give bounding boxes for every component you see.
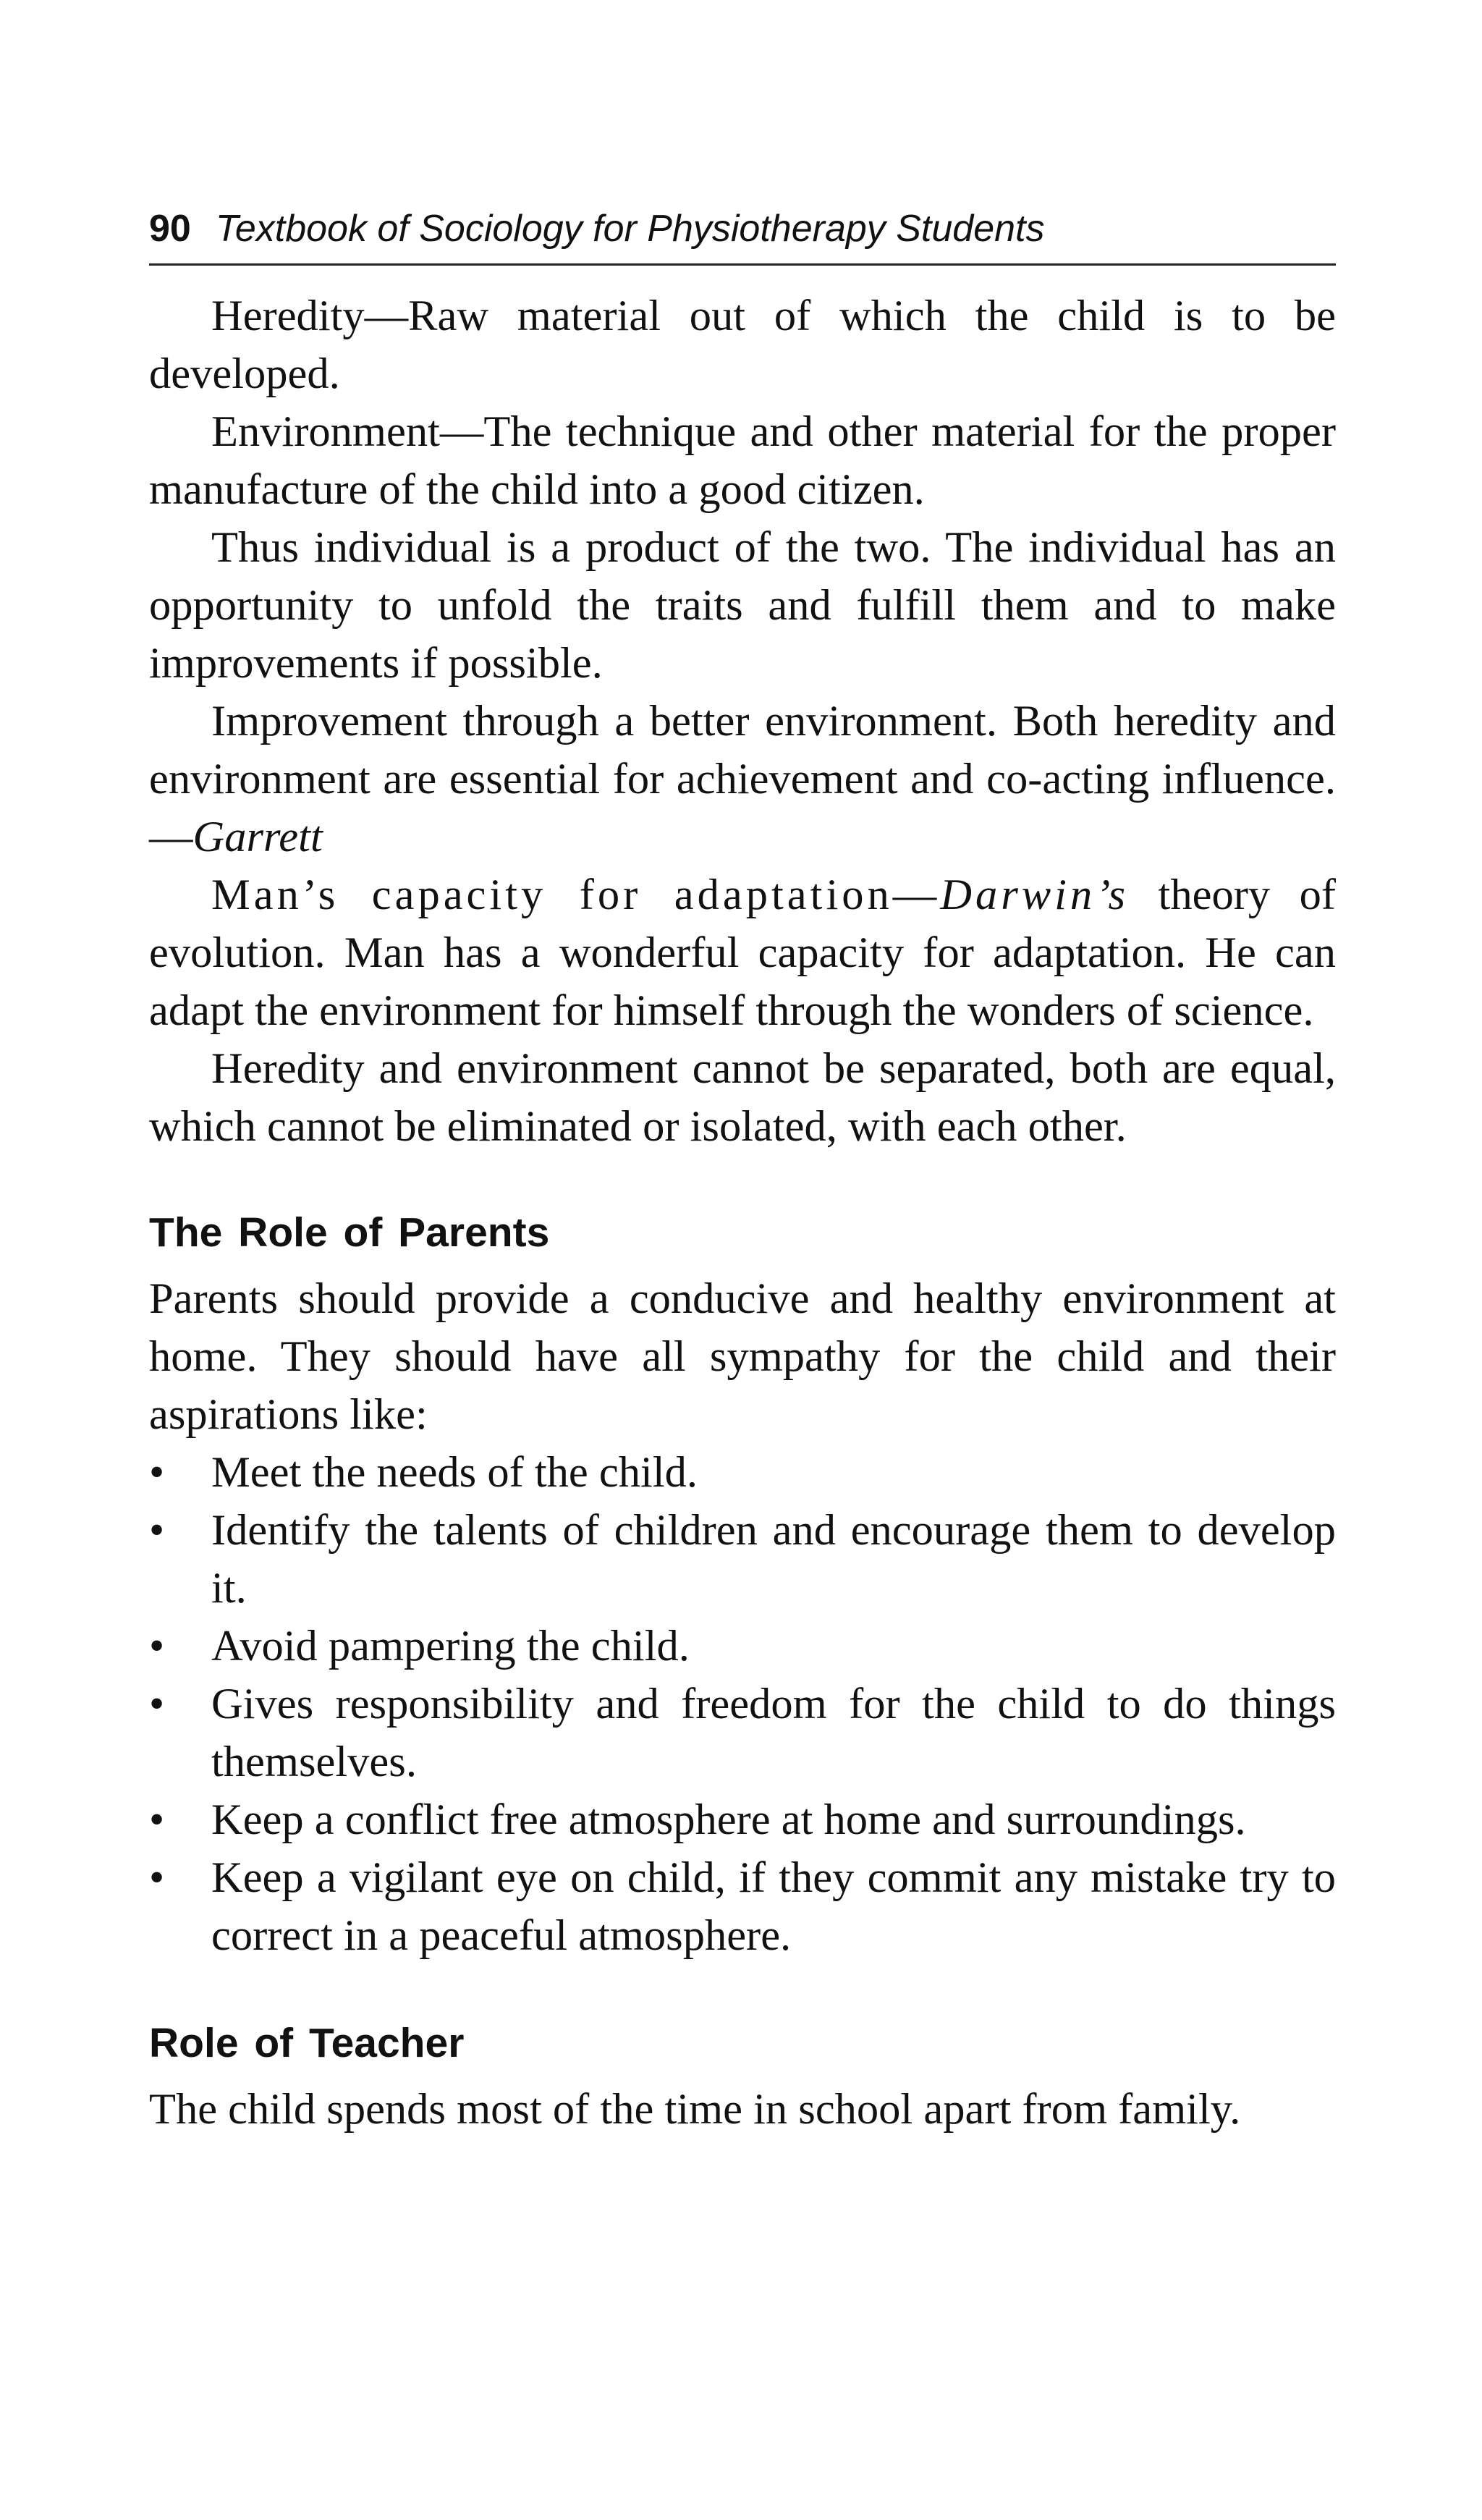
- adaptation-rest: theory of evolution. Man has a wonderful capacity for adaptation. He can adapt the environment for himself through the wonders of science.: [149, 871, 1336, 1035]
- bullet-icon: •: [149, 1448, 165, 1497]
- bullet-icon: •: [149, 1853, 165, 1902]
- page-body: [149, 287, 1336, 2139]
- list-item: [149, 1502, 1336, 1618]
- list-item: [149, 1618, 1336, 1675]
- adaptation-lead: Man’s capacity for adaptation—: [211, 871, 941, 919]
- parents-intro: Parents should provide a conducive and healthy environment at home. They should have all sympathy for the child and their aspirations like:: [149, 1274, 1336, 1439]
- list-item: [149, 1849, 1336, 1965]
- list-item-text: Gives responsibility and freedom for the child to do things themselves.: [211, 1680, 1336, 1786]
- bullet-icon: •: [149, 1796, 165, 1844]
- list-item: [149, 1444, 1336, 1502]
- section-heading-parents: The Role of Parents: [149, 1209, 550, 1256]
- page-number: 90: [149, 208, 191, 250]
- list-item-text: Avoid pampering the child.: [211, 1622, 690, 1670]
- paragraph-heredity: Heredity—Raw material out of which the child is to be developed.: [149, 292, 1336, 398]
- darwin-name: Darwin’s: [940, 871, 1130, 919]
- book-title: Textbook of Sociology for Physiotherapy Students: [215, 208, 1045, 250]
- paragraph-environment: Environment—The technique and other material for the proper manufacture of the child into a good citizen.: [149, 407, 1336, 514]
- paragraph-adaptation: [149, 866, 1336, 1040]
- list-item: [149, 1675, 1336, 1791]
- paragraph-improvement: [149, 693, 1336, 866]
- garrett-attribution: Garrett: [192, 813, 323, 861]
- parents-bullet-list: [149, 1444, 1336, 1965]
- list-item-text: Keep a vigilant eye on child, if they commit any mistake try to correct in a peaceful atmosphere.: [211, 1853, 1336, 1960]
- list-item-text: Identify the talents of children and encourage them to develop it.: [211, 1506, 1336, 1612]
- bullet-icon: •: [149, 1680, 165, 1728]
- teacher-intro: The child spends most of the time in school apart from family.: [149, 2085, 1241, 2134]
- list-item-text: Keep a conflict free atmosphere at home and surroundings.: [211, 1796, 1246, 1844]
- paragraph-individual: Thus individual is a product of the two. The individual has an opportunity to unfold the traits and fulfill them and to make improvements if possible.: [149, 523, 1336, 688]
- bullet-icon: •: [149, 1622, 165, 1670]
- paragraph-inseparable: Heredity and environment cannot be separated, both are equal, which cannot be eliminated or isolated, with each other.: [149, 1044, 1336, 1151]
- running-header: [149, 210, 1336, 266]
- list-item-text: Meet the needs of the child.: [211, 1448, 698, 1497]
- book-page: [149, 210, 1336, 2139]
- section-heading-teacher: Role of Teacher: [149, 2020, 465, 2066]
- improvement-text: Improvement through a better environment. Both heredity and environment are essential for achievement and co-acting influence.—: [149, 697, 1336, 861]
- list-item: [149, 1791, 1336, 1849]
- bullet-icon: •: [149, 1506, 165, 1555]
